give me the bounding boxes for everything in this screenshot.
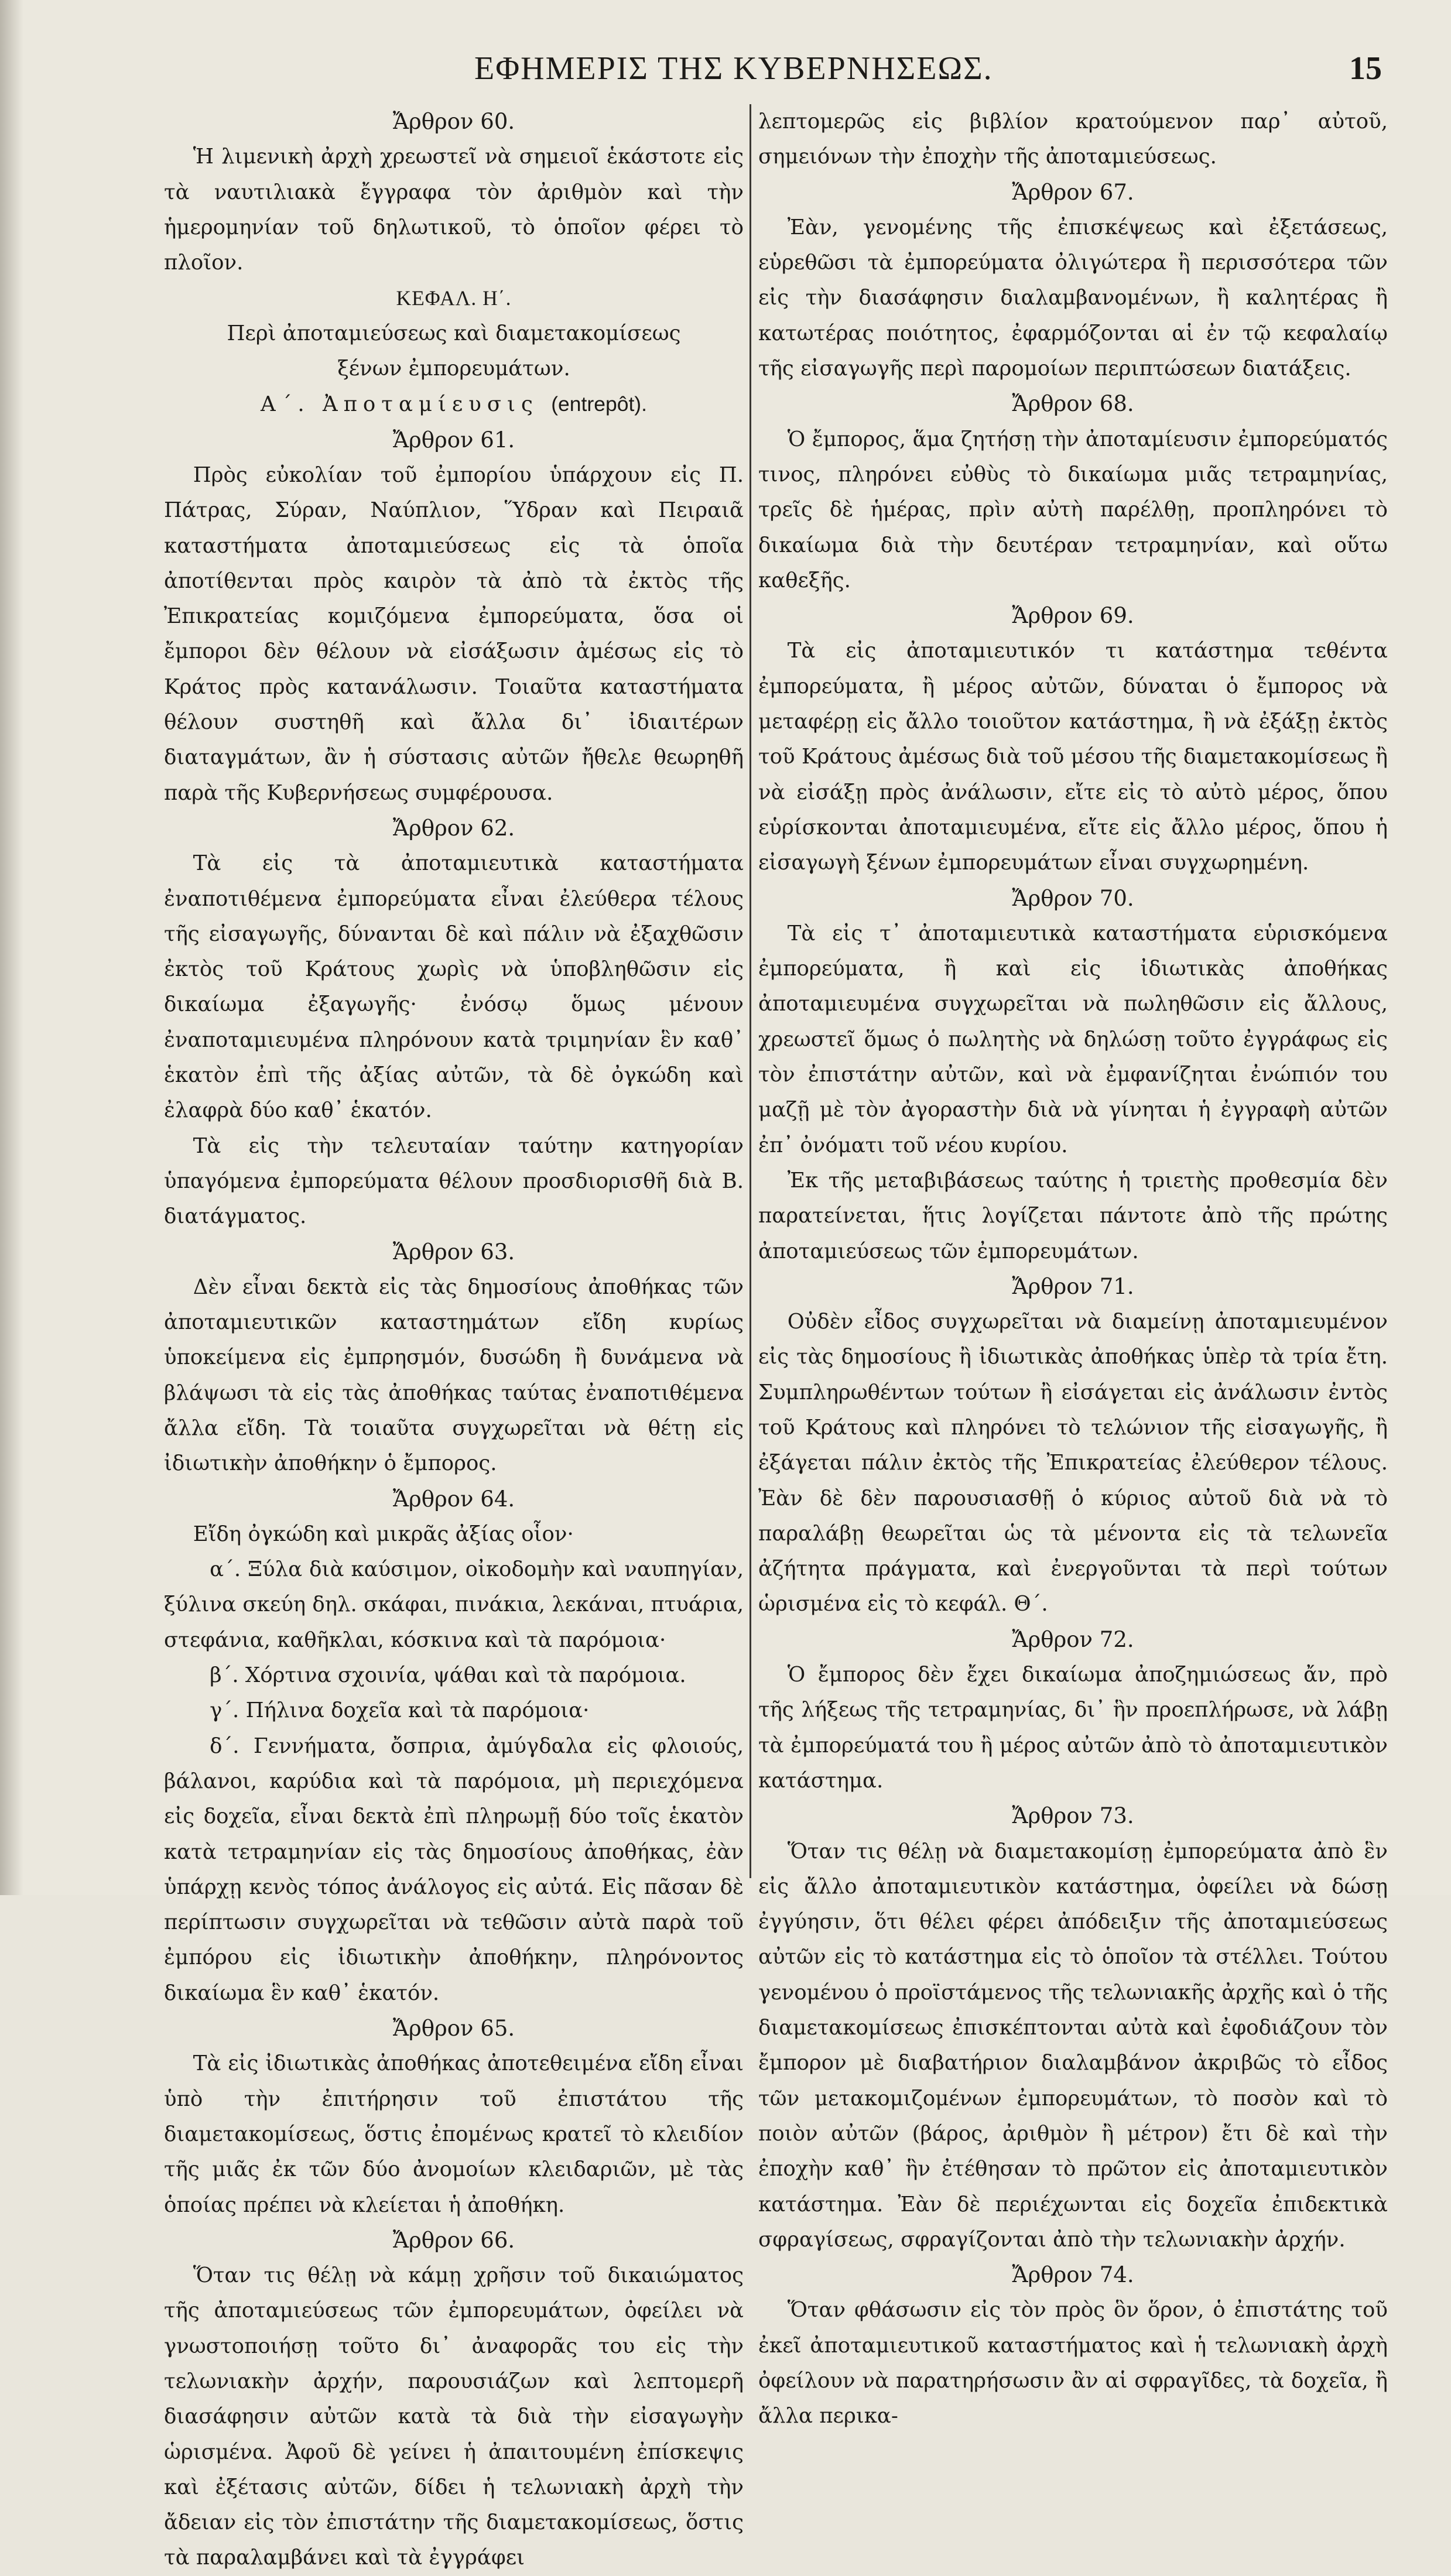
article-64-intro: Εἴδη ὀγκώδη καὶ μικρᾶς ἀξίας οἷον· <box>193 1522 574 1546</box>
part-title-french: (entrepôt). <box>551 392 647 416</box>
chapter-subtitle-line-1: Περὶ ἀποταμιεύσεως καὶ διαμετακομίσεως <box>227 321 681 345</box>
article-60-text: Ἡ λιμενικὴ ἀρχὴ χρεωστεῖ νὰ σημειοῖ ἑκάστοτε εἰς τὰ ναυτιλιακὰ ἔγγραφα τὸν ἀριθμὸν καὶ τὴν ἡμερομηνίαν τοῦ δηλωτικοῦ, τὸ ὁποῖον φέρει τὸ πλοῖον. <box>164 145 744 275</box>
article-60-title: Ἄρθρον 60. <box>392 109 515 134</box>
article-74-text: Ὅταν φθάσωσιν εἰς τὸν πρὸς ὃν ὅρον, ὁ ἐπιστάτης τοῦ ἐκεῖ ἀποταμιευτικοῦ καταστήματος καὶ ἡ τελωνιακὴ ἀρχὴ ὀφείλουν νὰ παρατηρήσωσιν ἂν αἱ σφραγῖδες, τὰ δοχεῖα, ἢ ἄλλα περικα- <box>758 2298 1388 2428</box>
article-68-title: Ἄρθρον 68. <box>1012 391 1134 417</box>
left-column <box>164 104 744 2570</box>
article-67-title: Ἄρθρον 67. <box>1012 179 1134 205</box>
article-70-title: Ἄρθρον 70. <box>1012 885 1134 911</box>
article-71-text: Οὐδὲν εἶδος συγχωρεῖται νὰ διαμείνῃ ἀποταμιευμένον εἰς τὰς δημοσίους ἢ ἰδιωτικὰς ἀποθήκας ὑπὲρ τὰ τρία ἔτη. Συμπληρωθέντων τούτων ἢ εἰσάγεται εἰς ἀνάλωσιν ἐντὸς τοῦ Κράτους καὶ πληρόνει τὸ τελώνιον τῆς εἰσαγωγῆς, ἢ ἐξάγεται πάλιν ἐκτὸς τῆς Ἐπικρατείας ἐλεύθερον τέλους. Ἐὰν δὲ δὲν παρουσιασθῇ ὁ κύριος αὐτοῦ διὰ νὰ τὸ παραλάβῃ θεωρεῖται ὡς τὰ μένοντα εἰς τὰ τελωνεῖα ἀζήτητα πράγματα, καὶ ἐνεργοῦνται τὰ περὶ τούτων ὡρισμένα εἰς τὸ κεφάλ. Θ΄. <box>758 1310 1388 1616</box>
part-title: Ἀποταμίευσις <box>322 392 539 417</box>
article-65-title: Ἄρθρον 65. <box>392 2016 515 2041</box>
article-73-text: Ὅταν τις θέλῃ νὰ διαμετακομίσῃ ἐμπορεύματα ἀπὸ ἓν εἰς ἄλλο ἀποταμιευτικὸν κατάστημα, ὀφείλει νὰ δώσῃ ἐγγύησιν, ὅτι θέλει φέρει ἀπόδειξιν τῆς ἀποταμιεύσεως αὐτῶν εἰς τὸ κατάστημα εἰς τὸ ὁποῖον τὰ στέλλει. Τούτου γενομένου ὁ προϊστάμενος τῆς τελωνιακῆς ἀρχῆς καὶ ὁ τῆς διαμετακομίσεως ἐπισκέπτονται αὐτὰ καὶ ἐφοδιάζουν τὸν ἔμπορον μὲ διαβατήριον διαλαμβάνον ἀκριβῶς τὸ εἶδος τῶν μετακομιζομένων ἐμπορευμάτων, τὸ ποσὸν καὶ τὸ ποιὸν αὐτῶν (βάρος, ἀριθμὸν ἢ μέτρον) ἔτι δὲ καὶ τὴν ἐποχὴν καθ᾽ ἣν ἐτέθησαν τὸ πρῶτον εἰς ἀποταμιευτικὸν κατάστημα. Ἐὰν δὲ περιέχωνται εἰς δοχεῖα ἐπιδεκτικὰ σφραγίσεως, σφραγίζονται ἀπὸ τὴν τελωνιακὴν ἀρχήν. <box>758 1839 1388 2252</box>
article-66-title: Ἄρθρον 66. <box>392 2227 515 2253</box>
article-74-title: Ἄρθρον 74. <box>1012 2262 1134 2288</box>
page-number: 15 <box>1349 50 1382 87</box>
article-62-title: Ἄρθρον 62. <box>392 815 515 841</box>
article-70-text-2: Ἐκ τῆς μεταβιβάσεως ταύτης ἡ τριετὴς προθεσμία δὲν παρατείνεται, ἥτις λογίζεται πάντοτε ἀπὸ τῆς πρώτης ἀποταμιεύσεως τῶν ἐμπορευμάτων. <box>758 1168 1388 1263</box>
article-63-title: Ἄρθρον 63. <box>392 1239 515 1265</box>
article-68-text: Ὁ ἔμπορος, ἅμα ζητήσῃ τὴν ἀποταμίευσιν ἐμπορεύματός τινος, πληρόνει εὐθὺς τὸ δικαίωμα μιᾶς τετραμηνίας, τρεῖς δὲ ἡμέρας, πρὶν αὐτὴ παρέλθῃ, προπληρόνει τὸ δικαίωμα διὰ τὴν δευτέραν τετραμηνίαν, καὶ οὕτω καθεξῆς. <box>758 427 1388 592</box>
part-heading <box>164 386 744 422</box>
article-67-text: Ἐὰν, γενομένης τῆς ἐπισκέψεως καὶ ἐξετάσεως, εὑρεθῶσι τὰ ἐμπορεύματα ὀλιγώτερα ἢ περισσότερα τῶν εἰς τὴν διασάφησιν διαλαμβανομένων, ἢ καλητέρας ἢ κατωτέρας ποιότητος, ἐφαρμόζονται αἱ ἐν τῷ κεφαλαίῳ τῆς εἰσαγωγῆς περὶ παρομοίων περιπτώσεων διατάξεις. <box>758 215 1388 381</box>
article-64-item-d: δ΄. Γεννήματα, ὄσπρια, ἀμύγδαλα εἰς φλοιούς, βάλανοι, καρύδια καὶ τὰ παρόμοια, μὴ περιεχόμενα εἰς δοχεῖα, εἶναι δεκτὰ ἐπὶ πληρωμῇ δύο τοῖς ἑκατὸν κατὰ τετραμηνίαν εἰς τὰς δημοσίους ἀποθήκας, ἐὰν ὑπάρχῃ κενὸς τόπος ἀνάλογος εἰς αὐτά. Εἰς πᾶσαν δὲ περίπτωσιν συγχωρεῖται νὰ τεθῶσιν αὐτὰ παρὰ τοῦ ἐμπόρου εἰς ἰδιωτικὴν ἀποθήκην, πληρόνοντος δικαίωμα ἓν καθ᾽ ἑκατόν. <box>164 1734 744 2005</box>
article-69-text: Τὰ εἰς ἀποταμιευτικόν τι κατάστημα τεθέντα ἐμπορεύματα, ἢ μέρος αὐτῶν, δύναται ὁ ἔμπορος νὰ μεταφέρῃ εἰς ἄλλο τοιοῦτον κατάστημα, ἢ νὰ ἐξάξῃ ἐκτὸς τοῦ Κράτους ἀμέσως διὰ τοῦ μέσου τῆς διαμετακομίσεως ἢ νὰ εἰσάξῃ πρὸς ἀνάλωσιν, εἴτε εἰς τὸ αὐτὸ μέρος, ὅπου εὑρίσκονται ἀποταμιευμένα, εἴτε εἰς ἄλλο μέρος, ὅπου ἡ εἰσαγωγὴ ξένων ἐμπορευμάτων εἶναι συγχωρημένη. <box>758 639 1388 875</box>
chapter-heading: ΚΕΦΑΛ. Η΄. <box>396 286 512 310</box>
article-71-title: Ἄρθρον 71. <box>1012 1273 1134 1299</box>
right-column <box>758 104 1388 2428</box>
article-65-text: Τὰ εἰς ἰδιωτικὰς ἀποθήκας ἀποτεθειμένα εἴδη εἶναι ὑπὸ τὴν ἐπιτήρησιν τοῦ ἐπιστάτου τῆς διαμετακομίσεως, ὅστις ἐπομένως κρατεῖ τὸ κλειδίον τῆς μιᾶς ἐκ τῶν δύο ἀνομοίων κλειδαριῶν, μὲ τὰς ὁποίας πρέπει νὰ κλείεται ἡ ἀποθήκη. <box>164 2051 744 2217</box>
article-69-title: Ἄρθρον 69. <box>1012 603 1134 629</box>
column-divider <box>750 104 751 1878</box>
page-header <box>146 50 1382 97</box>
article-61-text: Πρὸς εὐκολίαν τοῦ ἐμπορίου ὑπάρχουν εἰς Π. Πάτρας, Σύραν, Ναύπλιον, Ὕδραν καὶ Πειραιᾶ καταστήματα ἀποταμιεύσεως εἰς τὰ ὁποῖα ἀποτίθενται πρὸς καιρὸν τὰ ἀπὸ τὰ ἐκτὸς τῆς Ἐπικρατείας κομιζόμενα ἐμπορεύματα, ὅσα οἱ ἔμποροι δὲν θέλουν νὰ εἰσάξωσιν ἀμέσως εἰς τὸ Κράτος πρὸς κατανάλωσιν. Τοιαῦτα καταστήματα θέλουν συστηθῆ καὶ ἄλλα δι᾽ ἰδιαιτέρων διαταγμάτων, ἂν ἡ σύστασις αὐτῶν ἤθελε θεωρηθῆ παρὰ τῆς Κυβερνήσεως συμφέρουσα. <box>164 463 744 805</box>
article-72-title: Ἄρθρον 72. <box>1012 1626 1134 1652</box>
article-64-title: Ἄρθρον 64. <box>392 1486 515 1512</box>
article-61-title: Ἄρθρον 61. <box>392 427 515 453</box>
article-72-text: Ὁ ἔμπορος δὲν ἔχει δικαίωμα ἀποζημιώσεως ἄν, πρὸ τῆς λήξεως τῆς τετραμηνίας, δι᾽ ἣν προεπλήρωσε, νὰ λάβῃ τὰ ἐμπορεύματά του ἢ μέρος αὐτῶν ἀπὸ τὸ ἀποταμιευτικὸν κατάστημα. <box>758 1663 1388 1793</box>
part-number: Α΄. <box>261 392 310 417</box>
newspaper-title: ΕΦΗΜΕΡΙΣ ΤΗΣ ΚΥΒΕΡΝΗΣΕΩΣ. <box>474 50 993 87</box>
article-70-text-1: Τὰ εἰς τ᾽ ἀποταμιευτικὰ καταστήματα εὑρισκόμενα ἐμπορεύματα, ἢ καὶ εἰς ἰδιωτικὰς ἀποθήκας ἀποταμιευμένα συγχωρεῖται νὰ πωληθῶσιν εἰς ἄλλους, χρεωστεῖ ὅμως ὁ πωλητὴς νὰ δηλώσῃ τοῦτο ἐγγράφως εἰς τὸν ἐπιστάτην αὐτῶν, καὶ νὰ ἐμφανίζηται ἐνώπιόν του μαζῇ μὲ τὸν ἀγοραστὴν διὰ νὰ γίνηται ἡ ἐγγραφὴ αὐτῶν ἐπ᾽ ὀνόματι τοῦ νέου κυρίου. <box>758 921 1388 1157</box>
article-73-title: Ἄρθρον 73. <box>1012 1803 1134 1829</box>
article-64-item-c: γ΄. Πήλινα δοχεῖα καὶ τὰ παρόμοια· <box>210 1698 590 1723</box>
article-64-item-b: β΄. Χόρτινα σχοινία, ψάθαι καὶ τὰ παρόμοια. <box>210 1663 686 1688</box>
article-63-text: Δὲν εἶναι δεκτὰ εἰς τὰς δημοσίους ἀποθήκας τῶν ἀποταμιευτικῶν καταστημάτων εἴδη κυρίως ὑποκείμενα εἰς ἐμπρησμόν, δυσώδη ἢ δυνάμενα νὰ βλάψωσι τὰ εἰς τὰς ἀποθήκας ταύτας ἐναποτιθέμενα ἄλλα εἴδη. Τὰ τοιαῦτα συγχωρεῖται νὰ θέτῃ εἰς ἰδιωτικὴν ἀποθήκην ὁ ἔμπορος. <box>164 1275 744 1476</box>
article-64-item-a: α΄. Ξύλα διὰ καύσιμον, οἰκοδομὴν καὶ ναυπηγίαν, ξύλινα σκεύη δηλ. σκάφαι, πινάκια, λεκάναι, πτυάρια, στεφάνια, καθῆκλαι, κόσκινα καὶ τὰ παρόμοια· <box>164 1557 744 1652</box>
article-62-text-2: Τὰ εἰς τὴν τελευταίαν ταύτην κατηγορίαν ὑπαγόμενα ἐμπορεύματα θέλουν προσδιορισθῆ διὰ Β. διατάγματος. <box>164 1133 744 1229</box>
article-62-text-1: Τὰ εἰς τὰ ἀποταμιευτικὰ καταστήματα ἐναποτιθέμενα ἐμπορεύματα εἶναι ἐλεύθερα τέλους τῆς εἰσαγωγῆς, δύνανται δὲ καὶ πάλιν νὰ ἐξαχθῶσιν ἐκτὸς τοῦ Κράτους χωρὶς νὰ ὑποβληθῶσιν εἰς δικαίωμα ἐξαγωγῆς· ἐνόσῳ ὅμως μένουν ἐναποταμιευμένα πληρόνουν κατὰ τριμηνίαν ἓν καθ᾽ ἑκατὸν ἐπὶ τῆς ἀξίας αὐτῶν, τὰ δὲ ὀγκώδη καὶ ἐλαφρὰ δύο καθ᾽ ἑκατόν. <box>164 851 744 1123</box>
article-66-continued-text: λεπτομερῶς εἰς βιβλίον κρατούμενον παρ᾽ αὐτοῦ, σημειόνων τὴν ἐποχὴν τῆς ἀποταμιεύσεως. <box>758 109 1388 169</box>
chapter-subtitle-line-2: ξένων ἐμπορευμάτων. <box>337 357 570 381</box>
article-66-text: Ὅταν τις θέλῃ νὰ κάμῃ χρῆσιν τοῦ δικαιώματος τῆς ἀποταμιεύσεως τῶν ἐμπορευμάτων, ὀφείλει νὰ γνωστοποιήσῃ τοῦτο δι᾽ ἀναφορᾶς του εἰς τὴν τελωνιακὴν ἀρχήν, παρουσιάζων καὶ λεπτομερῆ διασάφησιν αὐτῶν κατὰ τὰ διὰ τὴν εἰσαγωγὴν ὡρισμένα. Ἀφοῦ δὲ γείνει ἡ ἀπαιτουμένη ἐπίσκεψις καὶ ἐξέτασις αὐτῶν, δίδει ἡ τελωνιακὴ ἀρχὴ τὴν ἄδειαν εἰς τὸν ἐπιστάτην τῆς διαμετακομίσεως, ὅστις τὰ παραλαμβάνει καὶ τὰ ἐγγράφει <box>164 2263 744 2570</box>
